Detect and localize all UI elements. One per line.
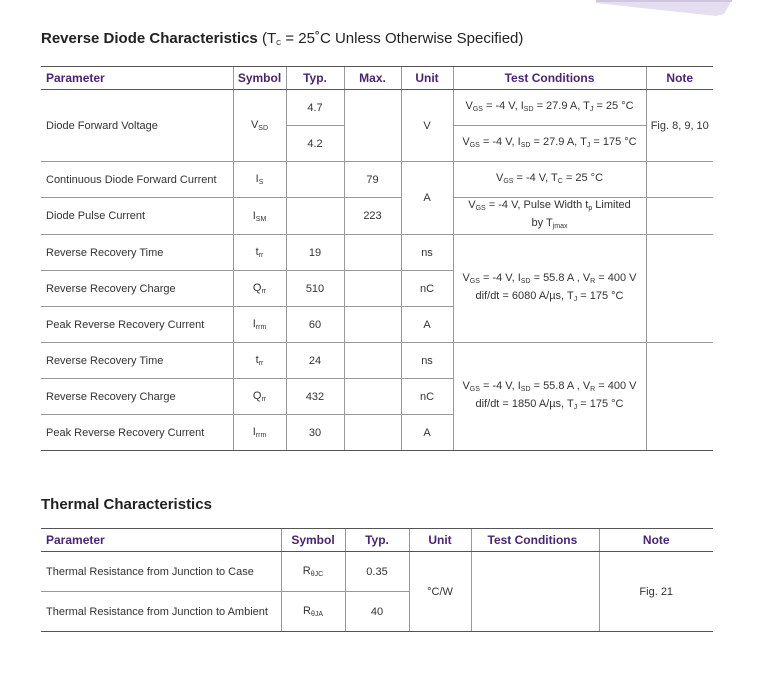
parameter-cell: Reverse Recovery Charge <box>41 271 233 307</box>
header-symbol: Symbol <box>233 67 286 90</box>
max-cell <box>344 90 401 162</box>
parameter-cell: Continuous Diode Forward Current <box>41 162 233 198</box>
conditions-cell: $V_{GS} = -4$ V, $I_{SD} = 27.9$ A, $T_J = 175$ °C <box>453 126 646 162</box>
unit-cell: ns <box>401 343 453 379</box>
header-unit: Unit <box>401 67 453 90</box>
conditions-cell: $V_{GS} = -4$ V, $T_C = 25$ °C <box>453 162 646 198</box>
typ-cell <box>286 198 344 235</box>
header-parameter: Parameter <box>41 67 233 90</box>
section-title-thermal: Thermal Characteristics <box>41 496 212 513</box>
typ-cell: 40 <box>345 592 409 632</box>
parameter-cell: Reverse Recovery Time <box>41 343 233 379</box>
section-title-reverse-diode: Reverse Diode Characteristics ($T_C$ = 25˚C Unless Otherwise Specified) <box>41 30 524 47</box>
note-cell <box>646 162 713 198</box>
unit-cell: ns <box>401 235 453 271</box>
thermal-table <box>41 528 713 632</box>
header-note: Note <box>599 529 713 552</box>
symbol-cell: $I_{rrm}$ <box>233 307 286 343</box>
parameter-cell: Peak Reverse Recovery Current <box>41 307 233 343</box>
table-header-row <box>41 529 713 552</box>
max-cell <box>344 415 401 451</box>
parameter-cell: Reverse Recovery Charge <box>41 379 233 415</box>
max-cell <box>344 271 401 307</box>
symbol-cell: $I_S$ <box>233 162 286 198</box>
symbol-cell: $Q_{rr}$ <box>233 379 286 415</box>
unit-cell: A <box>401 307 453 343</box>
note-cell <box>646 343 713 451</box>
unit-cell: °C/W <box>409 552 471 632</box>
max-cell: 223 <box>344 198 401 235</box>
unit-cell: A <box>401 162 453 235</box>
typ-cell: 30 <box>286 415 344 451</box>
symbol-cell: $R_{\theta JA}$ <box>281 592 345 632</box>
conditions-cell: $V_{GS} = -4$ V, Pulse Width $t_p$ Limited by $T_{jmax}$ <box>453 198 646 235</box>
max-cell <box>344 235 401 271</box>
parameter-cell: Peak Reverse Recovery Current <box>41 415 233 451</box>
unit-cell: V <box>401 90 453 162</box>
unit-cell: nC <box>401 379 453 415</box>
typ-cell: 4.2 <box>286 126 344 162</box>
typ-cell: 4.7 <box>286 90 344 126</box>
note-cell: Fig. 8, 9, 10 <box>646 90 713 162</box>
unit-cell: A <box>401 415 453 451</box>
symbol-cell: $I_{rrm}$ <box>233 415 286 451</box>
table-row <box>41 235 713 271</box>
parameter-cell: Thermal Resistance from Junction to Case <box>41 552 281 592</box>
max-cell <box>344 307 401 343</box>
parameter-cell: Diode Forward Voltage <box>41 90 233 162</box>
header-test-conditions: Test Conditions <box>453 67 646 90</box>
typ-cell: 19 <box>286 235 344 271</box>
header-note: Note <box>646 67 713 90</box>
parameter-cell: Thermal Resistance from Junction to Ambient <box>41 592 281 632</box>
typ-cell: 432 <box>286 379 344 415</box>
table-header-row <box>41 67 713 90</box>
header-unit: Unit <box>409 529 471 552</box>
table-row <box>41 552 713 592</box>
conditions-cell: $V_{GS} = -4$ V, $I_{SD} = 55.8$ A , $V_R = 400$ V dif/dt = 1850 A/µs, $T_J = 175$ °C <box>453 343 646 451</box>
typ-cell: 60 <box>286 307 344 343</box>
reverse-diode-table <box>41 66 713 451</box>
table-row <box>41 343 713 379</box>
conditions-cell <box>471 552 599 632</box>
header-test-conditions: Test Conditions <box>471 529 599 552</box>
table-row <box>41 162 713 198</box>
symbol-cell: $t_{rr}$ <box>233 343 286 379</box>
header-symbol: Symbol <box>281 529 345 552</box>
unit-cell: nC <box>401 271 453 307</box>
symbol-cell: $V_{SD}$ <box>233 90 286 162</box>
max-cell: 79 <box>344 162 401 198</box>
header-typ: Typ. <box>286 67 344 90</box>
typ-cell: 0.35 <box>345 552 409 592</box>
header-decoration <box>596 0 732 16</box>
parameter-cell: Diode Pulse Current <box>41 198 233 235</box>
typ-cell <box>286 162 344 198</box>
typ-cell: 24 <box>286 343 344 379</box>
symbol-cell: $t_{rr}$ <box>233 235 286 271</box>
note-cell: Fig. 21 <box>599 552 713 632</box>
header-parameter: Parameter <box>41 529 281 552</box>
header-typ: Typ. <box>345 529 409 552</box>
symbol-cell: $R_{\theta JC}$ <box>281 552 345 592</box>
table-row <box>41 90 713 126</box>
note-cell <box>646 198 713 235</box>
max-cell <box>344 343 401 379</box>
conditions-cell: $V_{GS} = -4$ V, $I_{SD} = 27.9$ A, $T_J = 25$ °C <box>453 90 646 126</box>
header-max: Max. <box>344 67 401 90</box>
conditions-cell: $V_{GS} = -4$ V, $I_{SD} = 55.8$ A , $V_R = 400$ V dif/dt = 6080 A/µs, $T_J = 175$ °C <box>453 235 646 343</box>
symbol-cell: $Q_{rr}$ <box>233 271 286 307</box>
max-cell <box>344 379 401 415</box>
symbol-cell: $I_{SM}$ <box>233 198 286 235</box>
table-row <box>41 198 713 235</box>
typ-cell: 510 <box>286 271 344 307</box>
parameter-cell: Reverse Recovery Time <box>41 235 233 271</box>
note-cell <box>646 235 713 343</box>
